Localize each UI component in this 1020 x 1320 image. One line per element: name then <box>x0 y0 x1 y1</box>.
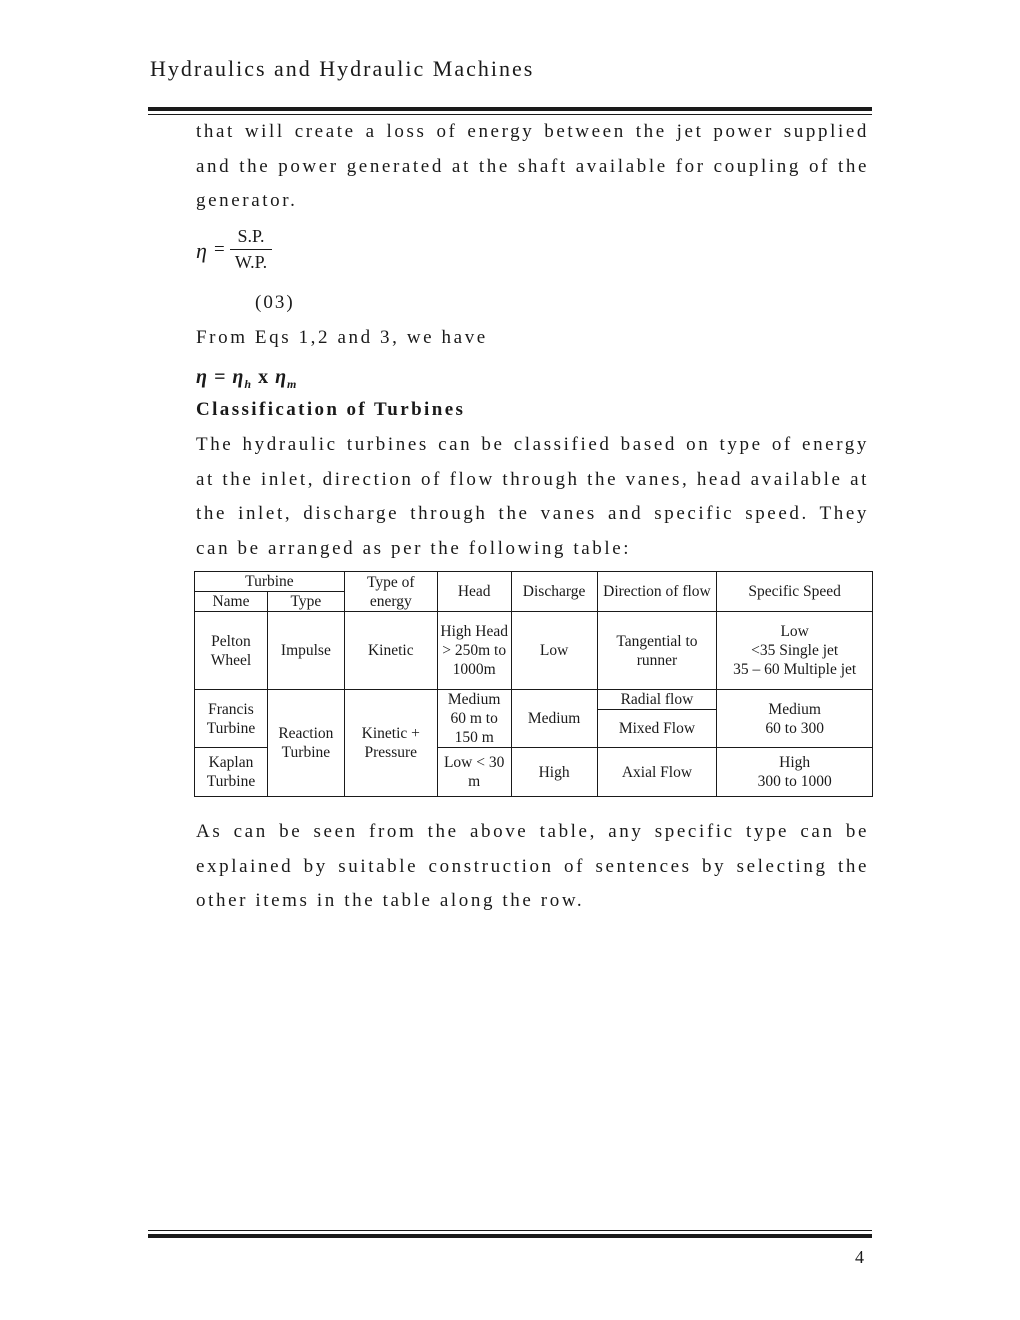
pelton-specific-speed <box>717 612 873 690</box>
section-heading: Classification of Turbines <box>196 399 466 420</box>
kaplan-name: Kaplan Turbine <box>195 748 268 797</box>
pelton-speed-line-1: Low <box>780 623 809 640</box>
eta-hydraulic: η <box>232 366 245 388</box>
header-specific-speed: Specific Speed <box>717 572 873 612</box>
kaplan-head: Low < 30 m <box>437 748 511 797</box>
francis-speed-line-1: Medium <box>768 700 821 718</box>
fraction-denominator: W.P. <box>234 252 268 272</box>
times-sign: x <box>258 366 270 388</box>
result-equals: = <box>213 366 227 388</box>
overall-efficiency-equation <box>196 366 297 392</box>
eta-symbol: η <box>196 238 207 263</box>
pelton-name: Pelton Wheel <box>195 612 268 690</box>
header-type-of-energy: Type of energy <box>344 572 437 612</box>
turbine-classification-table <box>194 571 873 797</box>
francis-speed-line-2: 60 to 300 <box>765 719 824 737</box>
pelton-direction: Tangential to runner <box>597 612 717 690</box>
eta-mechanical: η <box>275 366 288 388</box>
reaction-energy: Kinetic + Pressure <box>344 690 437 797</box>
pelton-discharge: Low <box>511 612 597 690</box>
header-head: Head <box>437 572 511 612</box>
reaction-type: Reaction Turbine <box>267 690 344 797</box>
page-number: 4 <box>855 1247 864 1267</box>
intro-paragraph: that will create a loss of energy between the jet power supplied and the power generated at the shaft available for coupling of the generator. <box>196 121 869 212</box>
table-header-row <box>195 572 873 592</box>
classification-paragraph: The hydraulic turbines can be classified based on type of energy at the inlet, direction of flow through the vanes, head available at the inlet, discharge through the vanes and specific speed. They can be arranged as per the following table: <box>196 434 869 560</box>
header-name: Name <box>195 592 268 612</box>
header-discharge: Discharge <box>511 572 597 612</box>
subscript-h: h <box>244 377 253 391</box>
equals-sign: = <box>214 239 225 260</box>
header-turbine: Turbine <box>195 572 345 592</box>
conclusion-paragraph: As can be seen from the above table, any specific type can be explained by suitable construction of sentences by selecting the other items in the table along the row. <box>196 821 869 912</box>
running-header: Hydraulics and Hydraulic Machines <box>150 56 535 81</box>
francis-head: Medium 60 m to 150 m <box>437 690 511 748</box>
francis-direction-radial: Radial flow <box>597 690 717 710</box>
header-type: Type <box>267 592 344 612</box>
eta-overall: η <box>196 366 208 388</box>
table-row-francis <box>195 690 873 710</box>
fraction <box>230 226 272 273</box>
francis-discharge: Medium <box>511 690 597 748</box>
francis-specific-speed <box>717 690 873 748</box>
kaplan-direction: Axial Flow <box>597 748 717 797</box>
kaplan-specific-speed <box>717 748 873 797</box>
footer-rule-thin <box>148 1230 872 1231</box>
pelton-type: Impulse <box>267 612 344 690</box>
pelton-speed-line-2: <35 Single jet <box>751 642 839 659</box>
header-direction-of-flow: Direction of flow <box>597 572 717 612</box>
kaplan-speed-line-1: High <box>779 754 811 771</box>
subscript-m: m <box>287 377 298 391</box>
fraction-numerator: S.P. <box>230 226 272 250</box>
francis-name: Francis Turbine <box>195 690 268 748</box>
pelton-speed-line-3: 35 – 60 Multiple jet <box>733 661 857 678</box>
derivation-text: From Eqs 1,2 and 3, we have <box>196 327 488 348</box>
header-rule <box>148 107 872 111</box>
equation-number: (03) <box>255 292 295 313</box>
footer-rule <box>148 1234 872 1238</box>
table-row-pelton <box>195 612 873 690</box>
kaplan-speed-line-2: 300 to 1000 <box>757 773 832 790</box>
kaplan-discharge: High <box>511 748 597 797</box>
francis-direction-mixed: Mixed Flow <box>597 710 717 748</box>
pelton-energy: Kinetic <box>344 612 437 690</box>
pelton-head: High Head > 250m to 1000m <box>437 612 511 690</box>
